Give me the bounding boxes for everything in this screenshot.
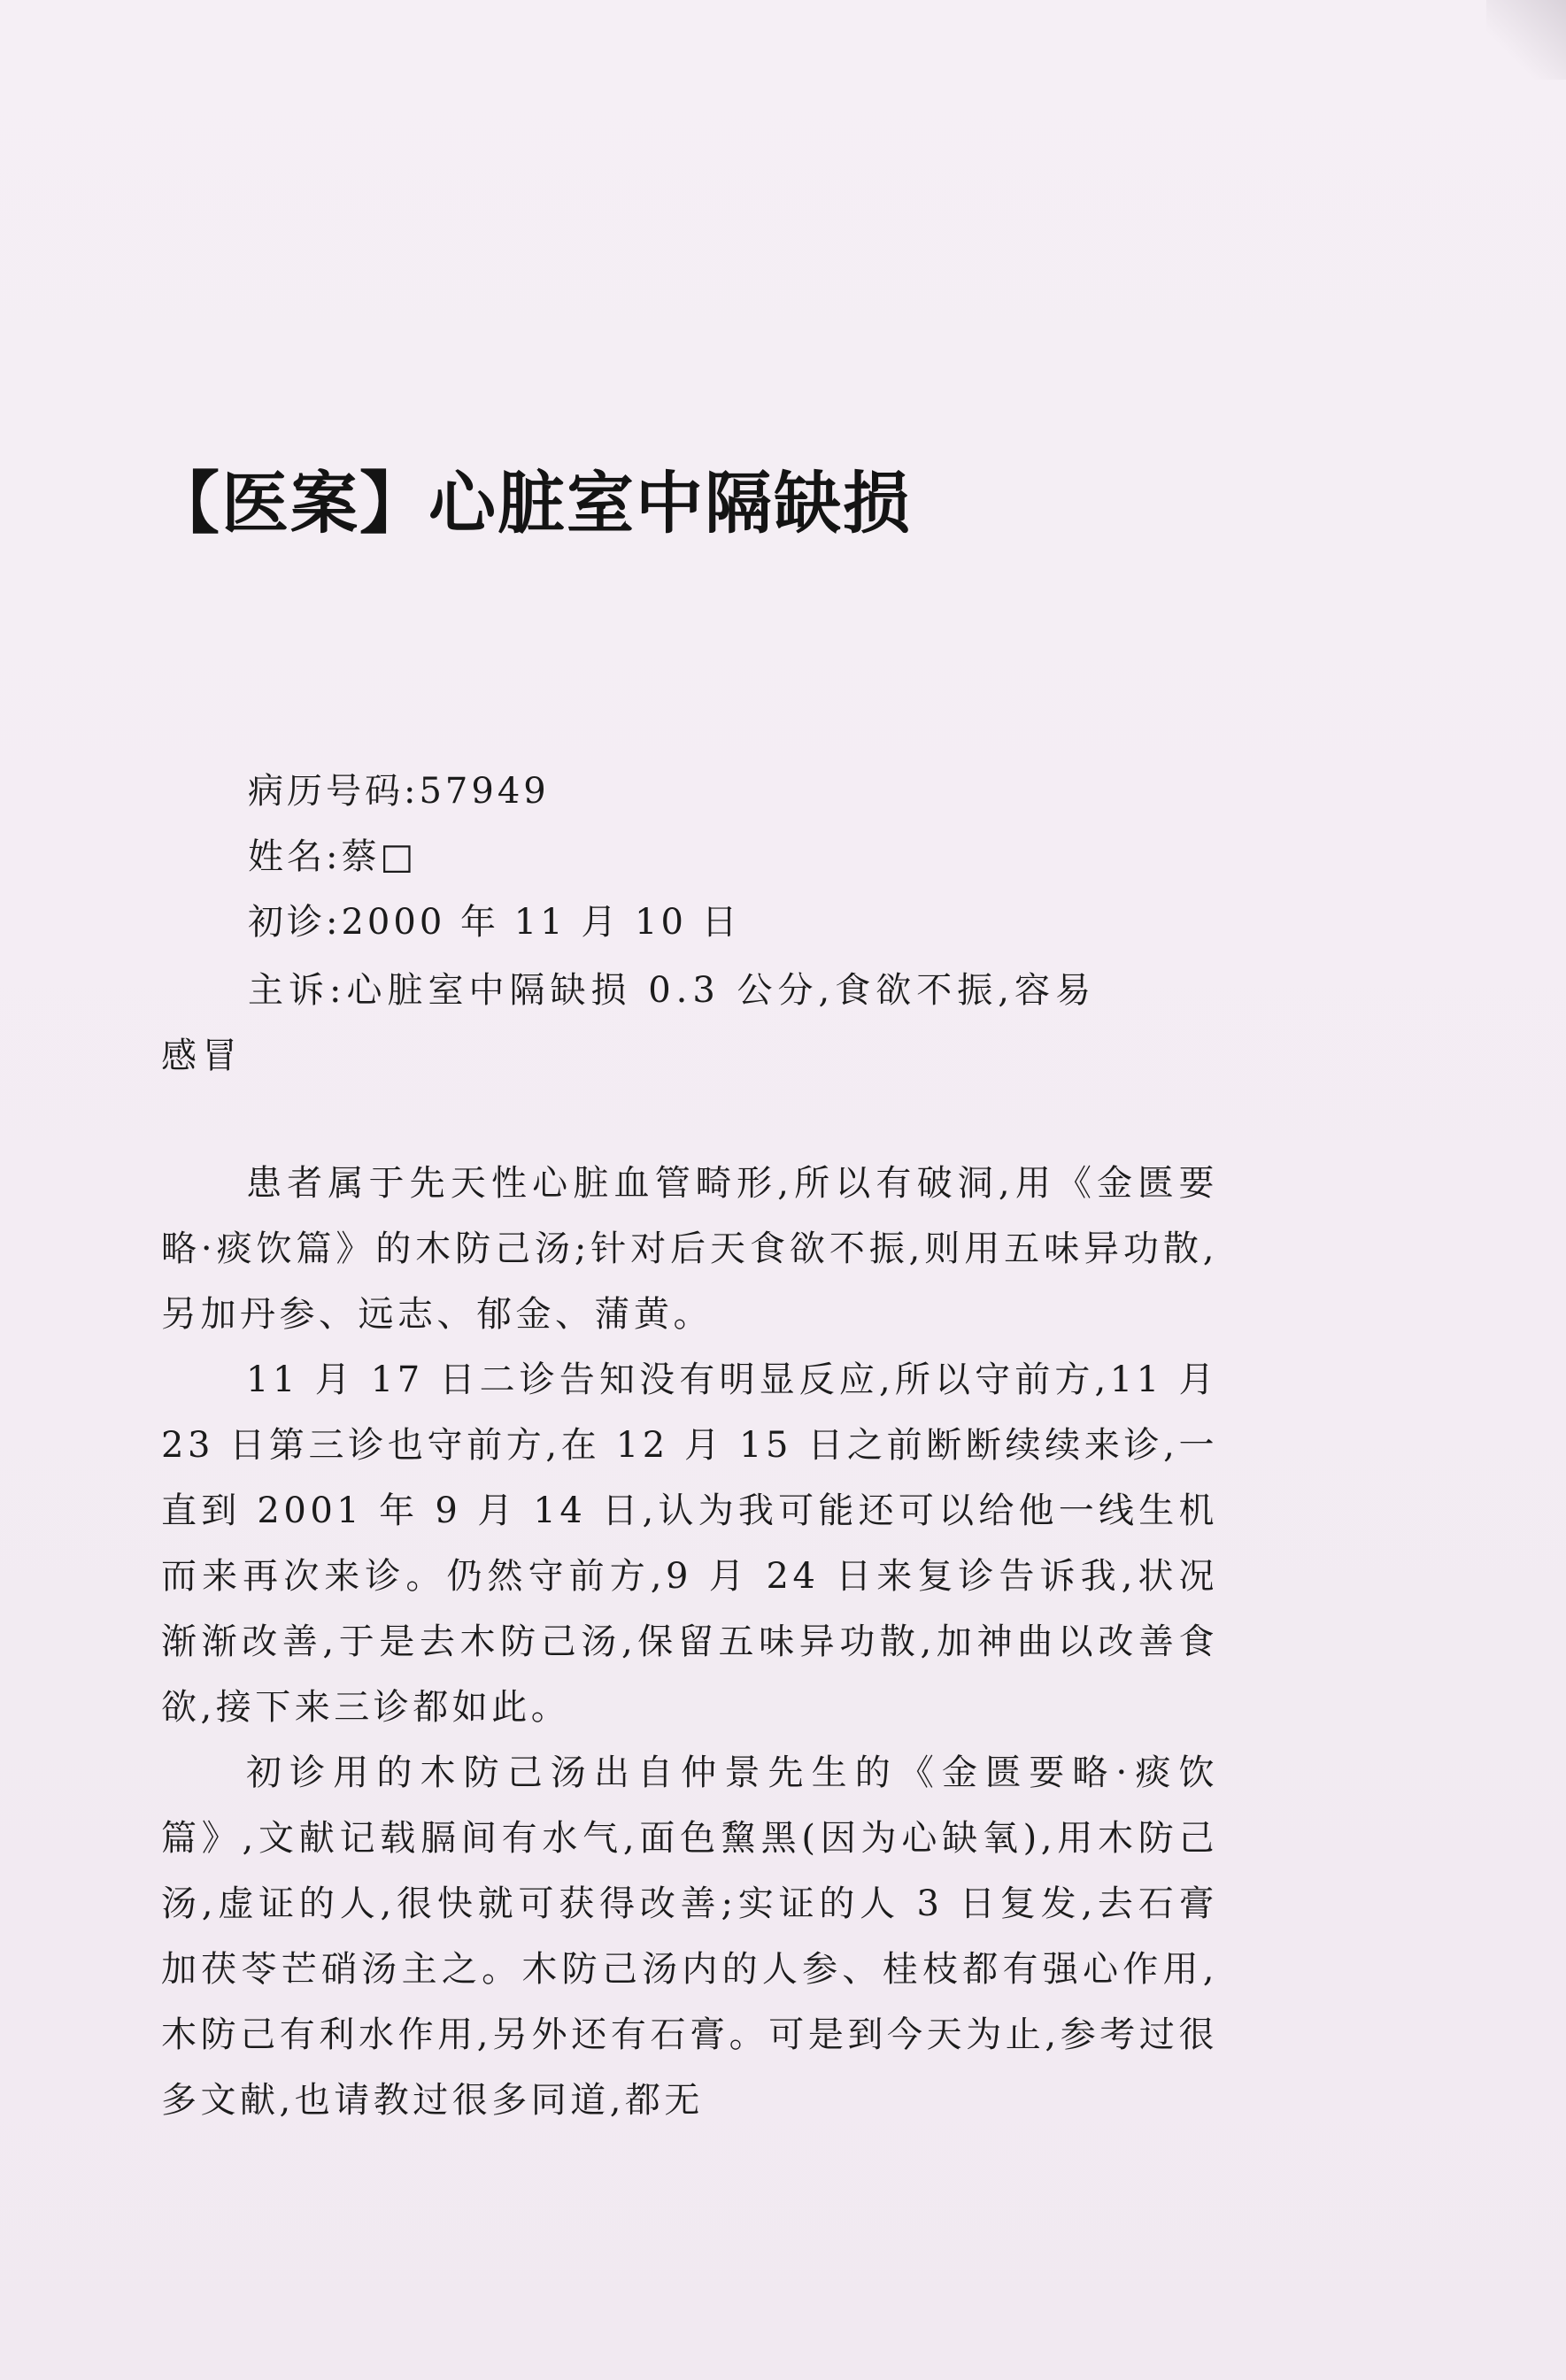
case-number: 病历号码:57949 [248, 771, 550, 812]
paragraph-2: 11 月 17 日二诊告知没有明显反应,所以守前方,11 月 23 日第三诊也守前方,在 12 月 15 日之前断断续续来诊,一直到 2001 年 9 月 14 日,认为我可能还可以给他一线生机而来再次来诊。仍然守前方,9 月 24 日来复诊告诉我,状况渐渐改善,于是去木防己汤,保留五味异功散,加神曲以改善食欲,接下来三诊都如此。 [161, 1359, 1218, 1728]
patient-name: 姓名:蔡□ [248, 836, 418, 877]
paragraph-1: 患者属于先天性心脏血管畸形,所以有破洞,用《金匮要略·痰饮篇》的木防己汤;针对后天食欲不振,则用五味异功散,另加丹参、远志、郁金、蒲黄。 [161, 1163, 1218, 1335]
chief-complaint: 主诉:心脏室中隔缺损 0.3 公分,食欲不振,容易 [248, 970, 1096, 1011]
page-corner-shadow [1486, 0, 1566, 80]
chief-complaint-continued: 感冒 [161, 1036, 243, 1076]
paragraph-3: 初诊用的木防己汤出自仲景先生的《金匮要略·痰饮篇》,文献记载膈间有水气,面色黧黑(因为心缺氧),用木防己汤,虚证的人,很快就可获得改善;实证的人 3 日复发,去石膏加茯苓芒硝汤主之。木防己汤内的人参、桂枝都有强心作用,木防己有利水作用,另外还有石膏。可是到今天为止,参考过很多文献,也请教过很多同道,都无 [161, 1752, 1218, 2121]
case-body [161, 1151, 1218, 2133]
first-visit-date: 初诊:2000 年 11 月 10 日 [248, 902, 741, 943]
page-title: 【医案】心脏室中隔缺损 [152, 464, 912, 543]
